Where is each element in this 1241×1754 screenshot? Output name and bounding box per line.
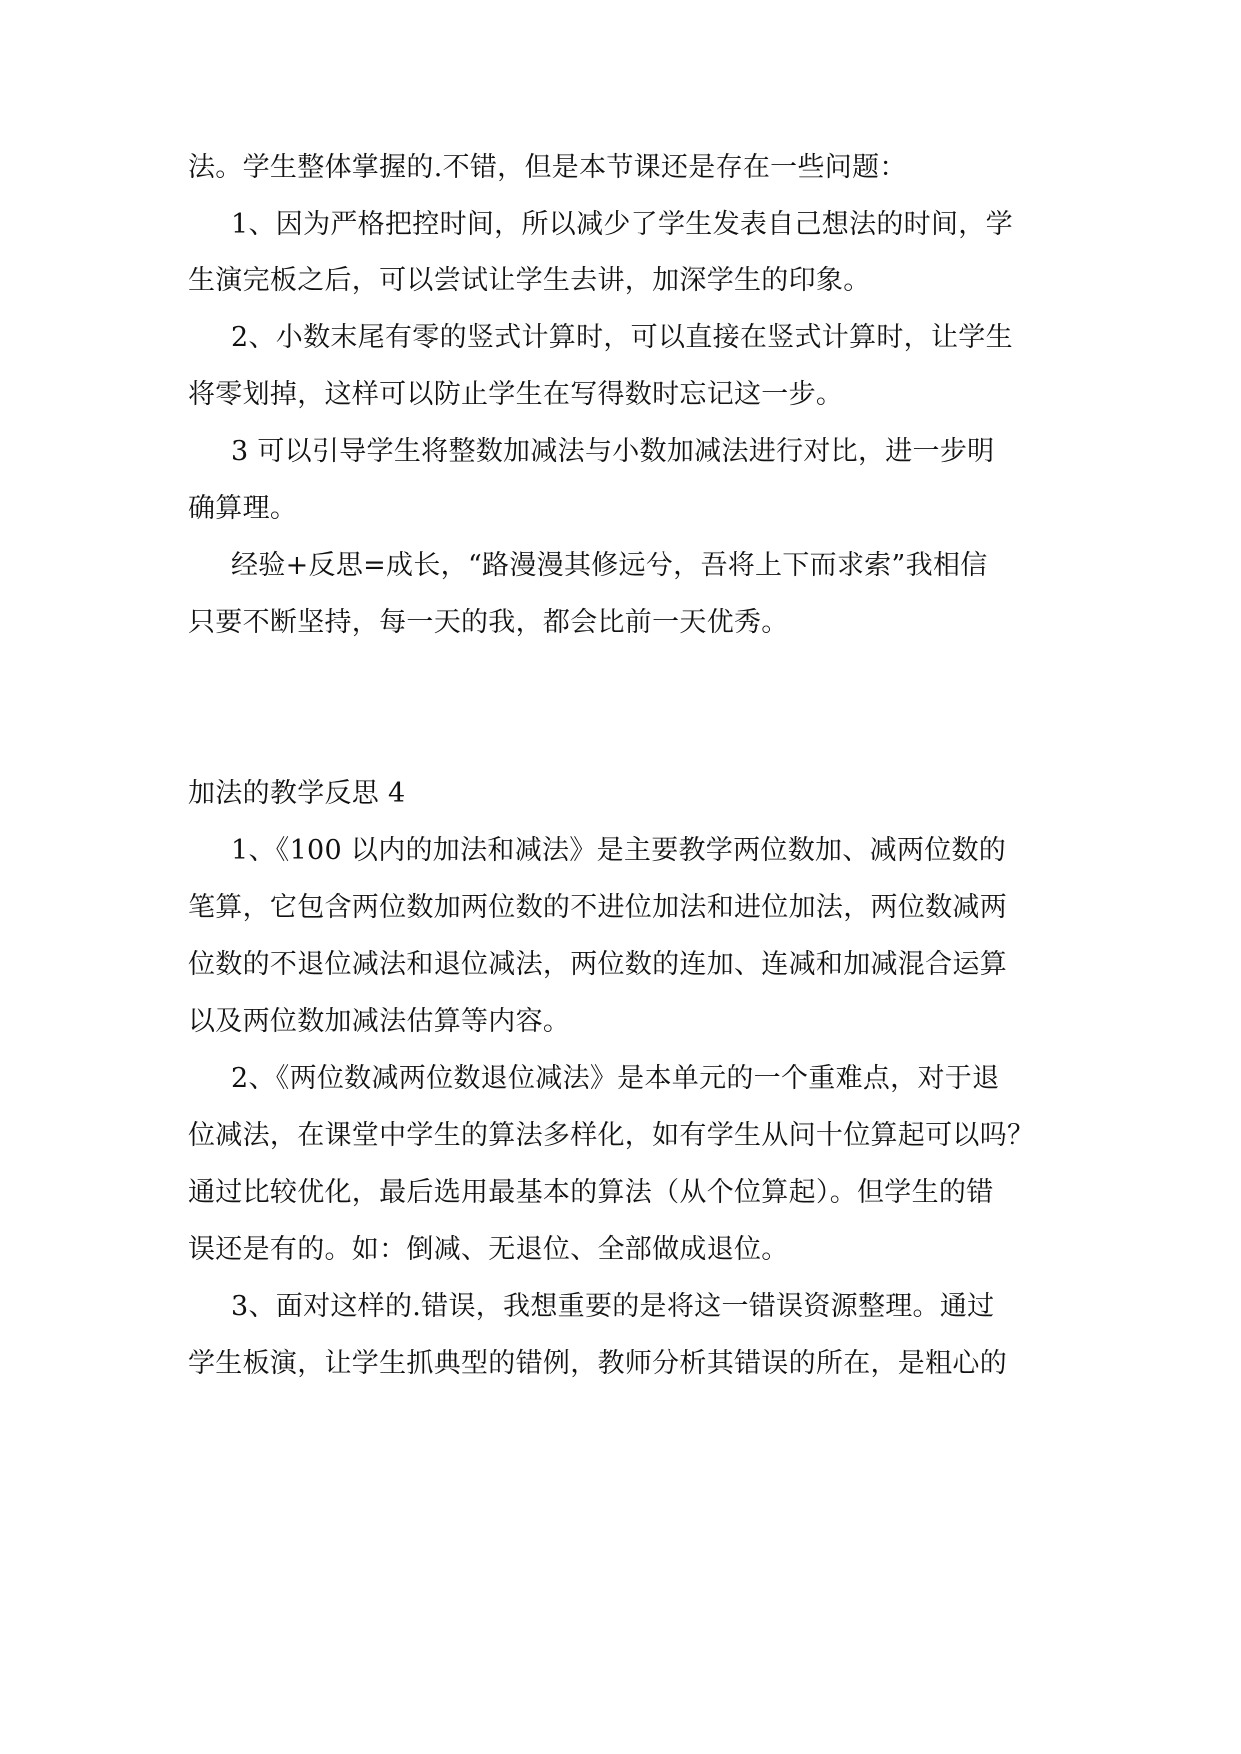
paragraph-line: 将零划掉，这样可以防止学生在写得数时忘记这一步。 xyxy=(188,379,844,410)
paragraph-line: 以及两位数加减法估算等内容。 xyxy=(188,1006,571,1037)
paragraph-line: 2、小数末尾有零的竖式计算时，可以直接在竖式计算时，让学生 xyxy=(231,322,1013,353)
paragraph-line: 3、面对这样的.错误，我想重要的是将这一错误资源整理。通过 xyxy=(231,1291,995,1322)
paragraph-line: 位数的不退位减法和退位减法，两位数的连加、连减和加减混合运算 xyxy=(188,949,1007,980)
paragraph-line: 经验+反思=成长，“路漫漫其修远兮，吾将上下而求索”我相信 xyxy=(231,550,988,581)
paragraph-line: 笔算，它包含两位数加两位数的不进位加法和进位加法，两位数减两 xyxy=(188,892,1007,923)
paragraph-line: 2、《两位数减两位数退位减法》是本单元的一个重难点，对于退 xyxy=(231,1063,1000,1094)
paragraph-line: 1、《100 以内的加法和减法》是主要教学两位数加、减两位数的 xyxy=(231,835,1007,866)
paragraph-line: 误还是有的。如：倒减、无退位、全部做成退位。 xyxy=(188,1234,789,1265)
paragraph-line: 生演完板之后，可以尝试让学生去讲，加深学生的印象。 xyxy=(188,265,871,296)
paragraph-line: 通过比较优化，最后选用最基本的算法（从个位算起）。但学生的错 xyxy=(188,1177,994,1208)
paragraph-line: 确算理。 xyxy=(188,493,298,524)
paragraph-line: 学生板演，让学生抓典型的错例，教师分析其错误的所在，是粗心的 xyxy=(188,1348,1007,1379)
section-heading: 加法的教学反思 4 xyxy=(188,778,406,809)
paragraph-line: 1、因为严格把控时间，所以减少了学生发表自己想法的时间，学 xyxy=(231,209,1013,240)
paragraph-line: 位减法，在课堂中学生的算法多样化，如有学生从问十位算起可以吗？ xyxy=(188,1120,1035,1151)
paragraph-line: 只要不断坚持，每一天的我，都会比前一天优秀。 xyxy=(188,607,789,638)
paragraph-line: 法。学生整体掌握的.不错，但是本节课还是存在一些问题： xyxy=(188,152,907,183)
paragraph-line: 3 可以引导学生将整数加减法与小数加减法进行对比，进一步明 xyxy=(231,436,995,467)
